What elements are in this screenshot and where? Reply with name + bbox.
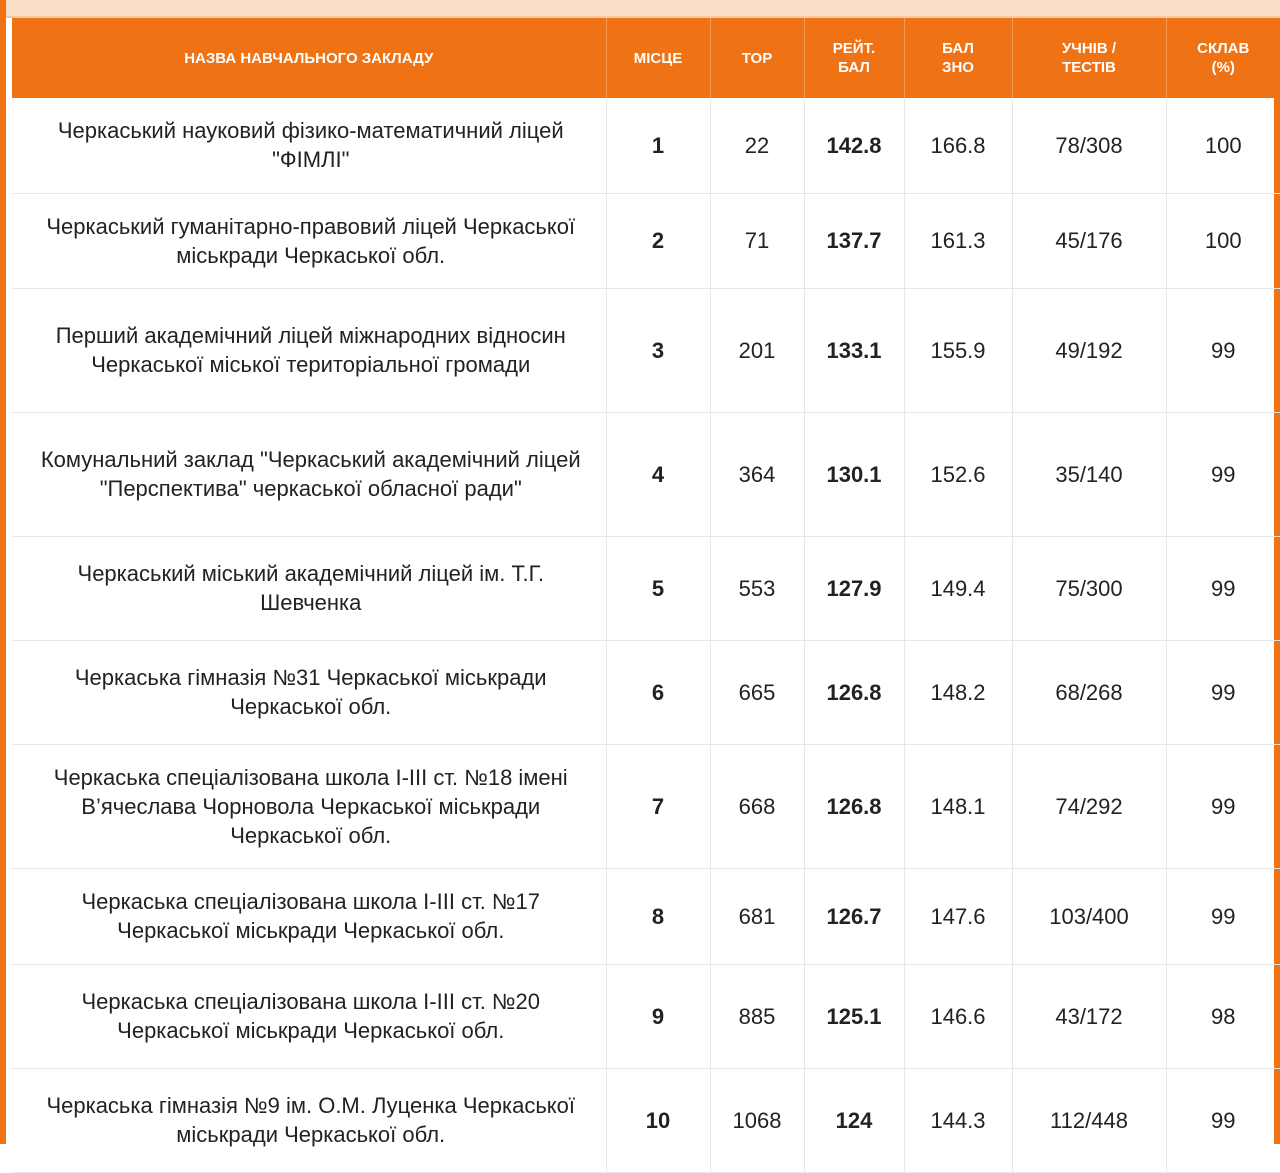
top-cell: 201: [710, 288, 804, 412]
rating-cell: 130.1: [804, 412, 904, 536]
header-zno[interactable]: БАЛ ЗНО: [904, 18, 1012, 98]
place-cell: 1: [606, 98, 710, 193]
school-name: Черкаський міський академічний ліцей ім. Т.Г. Шевченка: [12, 536, 606, 640]
zno-cell: 152.6: [904, 412, 1012, 536]
rating-cell: 125.1: [804, 964, 904, 1068]
rating-cell: 126.8: [804, 640, 904, 744]
table-row: [12, 744, 1280, 868]
place-cell: 5: [606, 536, 710, 640]
composition-cell: 99: [1166, 868, 1280, 964]
table-row: [12, 868, 1280, 964]
composition-cell: 99: [1166, 536, 1280, 640]
place-cell: 6: [606, 640, 710, 744]
top-cell: 1068: [710, 1068, 804, 1172]
school-name: Черкаська спеціалізована школа І-ІІІ ст. №20 Черкаської міськради Черкаської обл.: [12, 964, 606, 1068]
place-cell: 2: [606, 193, 710, 288]
school-name: Перший академічний ліцей міжнародних відносин Черкаської міської територіальної громади: [12, 288, 606, 412]
rating-cell: 137.7: [804, 193, 904, 288]
place-cell: 4: [606, 412, 710, 536]
rating-cell: 142.8: [804, 98, 904, 193]
composition-cell: 100: [1166, 193, 1280, 288]
top-cell: 668: [710, 744, 804, 868]
top-strip: [6, 0, 1280, 18]
school-name: Черкаська гімназія №9 ім. О.М. Луценка Черкаської міськради Черкаської обл.: [12, 1068, 606, 1172]
place-cell: 8: [606, 868, 710, 964]
students-cell: 43/172: [1012, 964, 1166, 1068]
place-cell: 10: [606, 1068, 710, 1172]
top-cell: 665: [710, 640, 804, 744]
place-cell: 7: [606, 744, 710, 868]
students-cell: 68/268: [1012, 640, 1166, 744]
zno-cell: 148.1: [904, 744, 1012, 868]
composition-cell: 99: [1166, 1068, 1280, 1172]
rating-cell: 133.1: [804, 288, 904, 412]
rating-cell: 124: [804, 1068, 904, 1172]
rating-cell: 126.7: [804, 868, 904, 964]
school-name: Черкаська спеціалізована школа І-ІІІ ст. №17 Черкаської міськради Черкаської обл.: [12, 868, 606, 964]
school-name: Черкаський науковий фізико-математичний ліцей "ФІМЛІ": [12, 98, 606, 193]
composition-cell: 99: [1166, 640, 1280, 744]
place-cell: 9: [606, 964, 710, 1068]
students-cell: 103/400: [1012, 868, 1166, 964]
top-cell: 885: [710, 964, 804, 1068]
header-name[interactable]: НАЗВА НАВЧАЛЬНОГО ЗАКЛАДУ: [12, 18, 606, 98]
table-row: [12, 288, 1280, 412]
top-cell: 71: [710, 193, 804, 288]
header-rating[interactable]: РЕЙТ. БАЛ: [804, 18, 904, 98]
place-cell: 3: [606, 288, 710, 412]
zno-cell: 147.6: [904, 868, 1012, 964]
rating-cell: 127.9: [804, 536, 904, 640]
table-header-row: [12, 18, 1280, 98]
zno-cell: 144.3: [904, 1068, 1012, 1172]
table-row: [12, 640, 1280, 744]
header-students[interactable]: УЧНІВ / ТЕСТІВ: [1012, 18, 1166, 98]
students-cell: 112/448: [1012, 1068, 1166, 1172]
students-cell: 78/308: [1012, 98, 1166, 193]
students-cell: 49/192: [1012, 288, 1166, 412]
school-name: Черкаська гімназія №31 Черкаської міськради Черкаської обл.: [12, 640, 606, 744]
top-cell: 22: [710, 98, 804, 193]
table-row: [12, 412, 1280, 536]
zno-cell: 149.4: [904, 536, 1012, 640]
composition-cell: 98: [1166, 964, 1280, 1068]
students-cell: 75/300: [1012, 536, 1166, 640]
zno-cell: 161.3: [904, 193, 1012, 288]
students-cell: 74/292: [1012, 744, 1166, 868]
students-cell: 35/140: [1012, 412, 1166, 536]
zno-cell: 148.2: [904, 640, 1012, 744]
zno-cell: 166.8: [904, 98, 1012, 193]
composition-cell: 99: [1166, 412, 1280, 536]
rating-cell: 126.8: [804, 744, 904, 868]
school-name: Черкаська спеціалізована школа І-ІІІ ст. №18 імені В’ячеслава Чорновола Черкаської міськради Черкаської обл.: [12, 744, 606, 868]
table-row: [12, 964, 1280, 1068]
composition-cell: 99: [1166, 744, 1280, 868]
table-row: [12, 536, 1280, 640]
zno-cell: 146.6: [904, 964, 1012, 1068]
school-rating-table: [12, 18, 1280, 1173]
top-cell: 681: [710, 868, 804, 964]
school-name: Черкаський гуманітарно-правовий ліцей Черкаської міськради Черкаської обл.: [12, 193, 606, 288]
top-cell: 364: [710, 412, 804, 536]
table-row: [12, 193, 1280, 288]
students-cell: 45/176: [1012, 193, 1166, 288]
header-top[interactable]: ТОР: [710, 18, 804, 98]
school-name: Комунальний заклад "Черкаський академічний ліцей "Перспектива" черкаської обласної ради": [12, 412, 606, 536]
table-row: [12, 98, 1280, 193]
composition-cell: 100: [1166, 98, 1280, 193]
top-cell: 553: [710, 536, 804, 640]
header-place[interactable]: МІСЦЕ: [606, 18, 710, 98]
header-composition[interactable]: СКЛАВ (%): [1197, 40, 1250, 76]
zno-cell: 155.9: [904, 288, 1012, 412]
composition-cell: 99: [1166, 288, 1280, 412]
table-row: [12, 1068, 1280, 1172]
